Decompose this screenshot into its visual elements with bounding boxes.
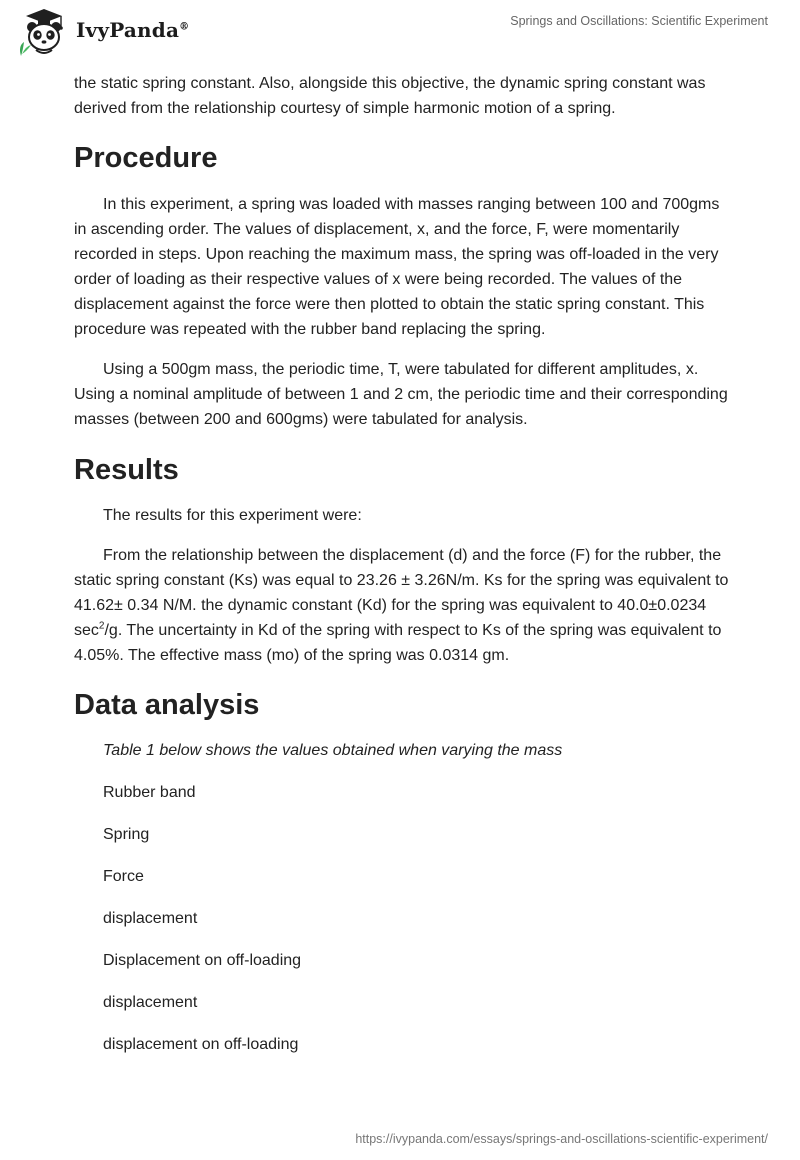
panda-graduate-icon: [14, 8, 74, 58]
data-analysis-heading: Data analysis: [74, 689, 260, 721]
table-label-rubber-band: Rubber band: [103, 784, 196, 801]
document-title: Springs and Oscillations: Scientific Experiment: [510, 14, 768, 28]
table-label-displacement-offloading-2: displacement on off-loading: [103, 1036, 299, 1053]
results-heading: Results: [74, 454, 179, 486]
article-body: [74, 70, 734, 1057]
page-header: [0, 0, 800, 70]
table-label-spring: Spring: [103, 826, 150, 843]
source-url[interactable]: https://ivypanda.com/essays/springs-and-oscillations-scientific-experiment/: [355, 1132, 768, 1146]
table-label-displacement-2: displacement: [103, 994, 198, 1011]
procedure-paragraph-1: In this experiment, a spring was loaded with masses ranging between 100 and 700gms in ascending order. The values of displacement, x, and the force, F, were momentarily recorded in steps. Upon reaching the maximum mass, the spring was off-loaded in the very order of loading as their respective values of x were being recorded. The values of the displacement against the force were then plotted to obtain the static spring constant. This procedure was repeated with the rubber band replacing the spring.: [74, 196, 720, 338]
intro-paragraph: the static spring constant. Also, alongside this objective, the dynamic spring constant was derived from the relationship courtesy of simple harmonic motion of a spring.: [74, 75, 706, 117]
table-label-force: Force: [103, 868, 144, 885]
results-intro: The results for this experiment were:: [103, 507, 362, 524]
results-paragraph: From the relationship between the displacement (d) and the force (F) for the rubber, the static spring constant (Ks) was equal to 23.26 ± 3.26N/m. Ks for the spring was equivalent to 41.62± 0.34 N/M. the dynamic constant (Kd) for the spring was equivalent to 40.0±0.0234 $\sec^2/g$. The uncertainty in Kd of the spring with respect to Ks of the spring was equivalent to 4.05%. The effective mass (mo) of the spring was 0.0314 gm.: [74, 547, 729, 664]
table-caption: Table 1 below shows the values obtained when varying the mass: [103, 742, 563, 759]
table-label-displacement: displacement: [103, 910, 198, 927]
brand-name: IvyPanda®: [76, 18, 190, 42]
table-label-displacement-offloading: Displacement on off-loading: [103, 952, 302, 969]
procedure-heading: Procedure: [74, 142, 218, 174]
procedure-paragraph-2: Using a 500gm mass, the periodic time, T, were tabulated for different amplitudes, x. Using a nominal amplitude of between 1 and 2 cm, the periodic time and their corresponding masses (between 200 and 600gms) were tabulated for analysis.: [74, 361, 728, 428]
ivypanda-logo[interactable]: [14, 8, 214, 58]
